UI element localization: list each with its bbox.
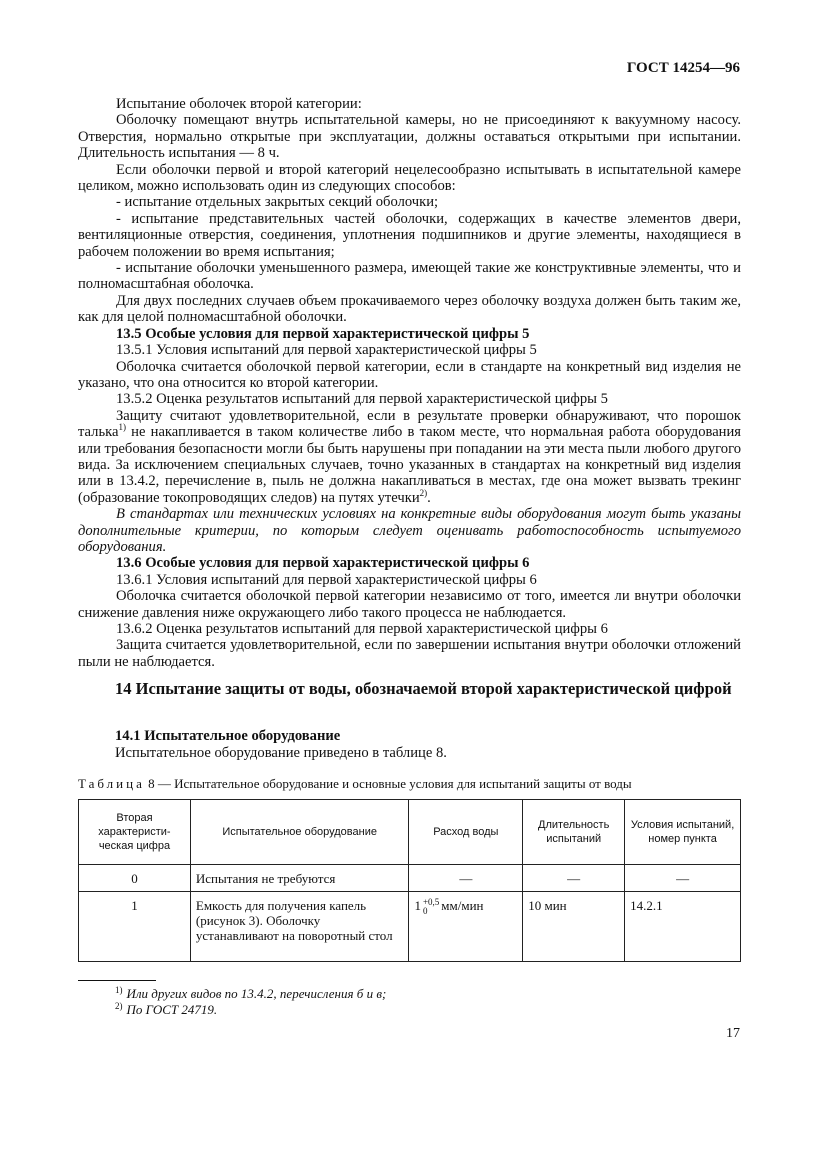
table-cell: Емкость для получения капель (рисунок 3). Оболочку устанавливают на поворотный стол — [190, 892, 409, 962]
footnote: $^{1)}$ Или других видов по 13.4.2, перечисления б и в; — [115, 984, 387, 1001]
table-cell: Испытания не требуются — [190, 865, 409, 892]
standard-code: ГОСТ 14254—96 — [626, 60, 740, 76]
table-cell: 1 +0,5 0 мм/мин — [409, 892, 523, 962]
table-cell: — — [523, 865, 625, 892]
footnote-ref[interactable]: 1) — [118, 422, 126, 433]
paragraph: Оболочка считается оболочкой первой категории независимо от того, имеется ли внутри оболочки снижение давления ниже окружающего либо такого процесса не наблюдается. — [78, 588, 741, 621]
list-item: - испытание представительных частей оболочки, содержащих в качестве элементов двери, вентиляционные отверстия, соединения, уплотнения подшипников и другие элементы, находящиеся в рабочем положении во время испытания; — [78, 210, 741, 260]
column-header: Вторая характеристи-ческая цифра — [79, 800, 191, 865]
body-text — [78, 96, 741, 670]
tolerance: +0,5 0 — [422, 897, 440, 917]
column-header: Испытательное оборудование — [190, 800, 409, 865]
column-header: Расход воды — [409, 800, 523, 865]
paragraph: Защита считается удовлетворительной, если по завершении испытания внутри оболочки отложений пыли не наблюдается. — [78, 637, 741, 670]
table-row — [79, 892, 741, 962]
table-cell: — — [409, 865, 523, 892]
clause-subheading: 13.6.1 Условия испытаний для первой характеристической цифры 6 — [116, 571, 537, 588]
column-header: Длительность испытаний — [523, 800, 625, 865]
footnote-rule — [78, 980, 156, 981]
list-item: - испытание отдельных закрытых секций оболочки; — [116, 194, 439, 211]
paragraph: Оболочку помещают внутрь испытательной камеры, но не присоединяют к вакуумному насосу. Отверстия, нормально открытые при эксплуатации, должны оставаться открытыми при испытании. Длительность испытания — 8 ч. — [78, 112, 741, 162]
column-header: Условия испытаний, номер пункта — [625, 800, 741, 865]
clause-subheading: 13.6.2 Оценка результатов испытаний для первой характеристической цифры 6 — [116, 621, 608, 637]
subsection-text: Испытательное оборудование приведено в таблице 8. — [115, 745, 447, 761]
paragraph: Испытание оболочек второй категории: — [116, 96, 362, 112]
table-cell: 1 — [79, 892, 191, 962]
table-header-row — [79, 800, 741, 865]
paragraph: Оболочка считается оболочкой первой категории, если в стандарте на конкретный вид изделия не указано, что она относится ко второй категории. — [78, 358, 741, 391]
table-caption: Таблица 8 — Испытательное оборудование и основные условия для испытаний защиты от воды — [78, 776, 632, 791]
table-cell: 0 — [79, 865, 191, 892]
table-row — [79, 865, 741, 892]
list-item: - испытание оболочки уменьшенного размера, имеющей такие же конструктивные элементы, что и полномасштабная оболочка. — [78, 260, 741, 293]
table-cell: — — [625, 865, 741, 892]
paragraph: Для двух последних случаев объем прокачиваемого через оболочку воздуха должен быть таким же, как для целой полномасштабной оболочки. — [78, 292, 741, 326]
paragraph: Защиту считают удовлетворительной, если в результате проверки обнаруживают, что порошок талька$^{1)}$ не накапливается в таком количестве либо в таком месте, что нормальная работа оборудования или требования безопасности могли бы быть нарушены при попадании на эти места пыли любого другого вида. За исключением специальных случаев, точно указанных в стандартах на конкретный вид изделия или в 13.4.2, перечисление в, пыль не должна накапливаться в местах, где она может вызвать трекинг (образование токопроводящих следов) на путях утечки$^{2)}$. — [78, 407, 741, 506]
clause-subheading: 13.5.1 Условия испытаний для первой характеристической цифры 5 — [116, 342, 537, 359]
footnote: $^{2)}$ По ГОСТ 24719. — [115, 1000, 218, 1017]
clause-subheading: 13.5.2 Оценка результатов испытаний для первой характеристической цифры 5 — [116, 391, 608, 408]
clause-heading: 13.5 Особые условия для первой характеристической цифры 5 — [116, 325, 530, 342]
note-paragraph: В стандартах или технических условиях на конкретные виды оборудования могут быть указаны дополнительные критерии, по которым следует оценивать работоспособность испытуемого оборудования. — [78, 506, 741, 555]
table-cell: 10 мин — [523, 892, 625, 962]
equipment-table — [78, 799, 741, 962]
page-number: 17 — [726, 1026, 740, 1041]
clause-heading: 13.6 Особые условия для первой характеристической цифры 6 — [116, 555, 530, 572]
section-title: 14 Испытание защиты от воды, обозначаемой второй характеристической цифрой — [115, 679, 732, 698]
paragraph: Если оболочки первой и второй категорий нецелесообразно испытывать в испытательной камере целиком, можно использовать один из следующих способов: — [78, 161, 741, 195]
footnote-ref[interactable]: 2) — [419, 487, 428, 498]
subsection-title: 14.1 Испытательное оборудование — [115, 728, 341, 744]
table-cell: 14.2.1 — [625, 892, 741, 962]
